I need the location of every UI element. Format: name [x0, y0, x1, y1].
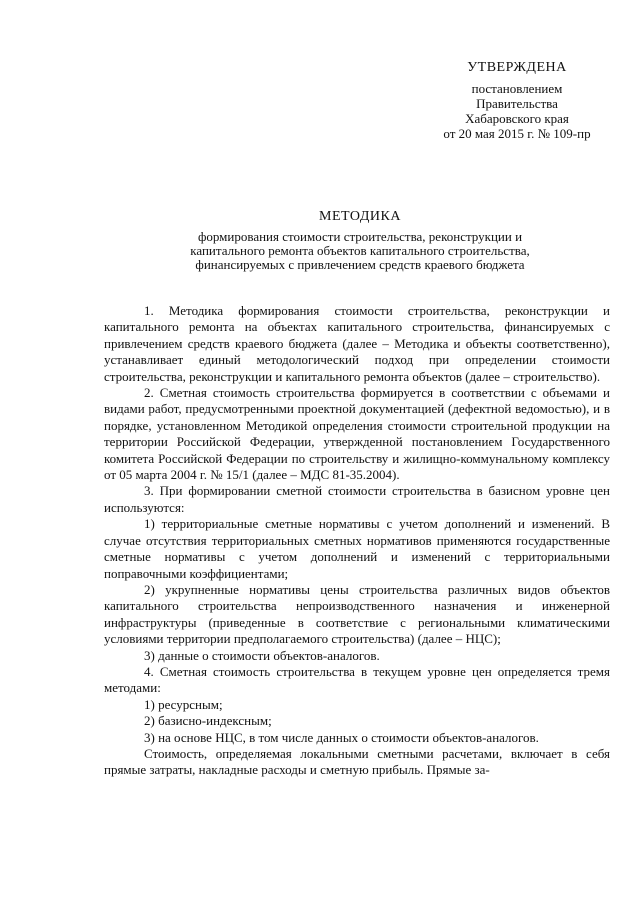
paragraph-2: 2. Сметная стоимость строительства формируется в соответствии с объемами и видами работ, предусмотренными проектной документацией (дефектной ведомостью), и в порядке, установленном Методикой определения стоимости строительной продукции на территории Российской Федерации, утвержденной постановлением Государственного комитета Российской Федерации по строительству и жилищно-коммунальному комплексу от 05 марта 2004 г. № 15/1 (далее – МДС 81-35.2004). [104, 385, 610, 483]
document-subtitle-line: формирования стоимости строительства, реконструкции и [197, 229, 523, 244]
document-body [104, 303, 610, 779]
paragraph-3-item-2: 2) укрупненные нормативы цены строительства различных видов объектов капитального строительства непроизводственного назначения и инженерной инфраструктуры (приведенные в соответствие с региональными климатическими условиями территории предполагаемого строительства) (далее – НЦС); [104, 581, 610, 647]
paragraph-3: 3. При формировании сметной стоимости строительства в базисном уровне цен используются: [104, 483, 610, 515]
approval-line: Правительства [476, 96, 558, 111]
paragraph-4: 4. Сметная стоимость строительства в текущем уровне цен определяется тремя методами: [104, 663, 610, 696]
approval-line: постановлением [471, 81, 563, 96]
document-title-block [100, 209, 620, 272]
paragraph-1: 1. Методика формирования стоимости строительства, реконструкции и капитального ремонта на объектах капитального строительства, финансируемых с привлечением средств краевого бюджета (далее – Методика и объекты соответственно), устанавливает единый методологический подход при определении стоимости строительства, реконструкции и капитального ремонта объектов (далее – строительство). [104, 303, 610, 384]
paragraph-5: Стоимость, определяемая локальными сметными расчетами, включает в себя прямые затраты, накладные расходы и сметную прибыль. Прямые за- [104, 745, 610, 778]
paragraph-4-item-3: 3) на основе НЦС, в том числе данных о стоимости объектов-аналогов. [144, 729, 539, 745]
document-subtitle-line: финансируемых с привлечением средств краевого бюджета [195, 257, 525, 272]
paragraph-3-item-3: 3) данные о стоимости объектов-аналогов. [144, 647, 380, 663]
approval-line: Хабаровского края [465, 111, 569, 126]
paragraph-3-item-1: 1) территориальные сметные нормативы с учетом дополнений и изменений. В случае отсутствия территориальных сметных нормативов применяются государственные сметные нормативы с учетом дополнений и изменений с территориальными поправочными коэффициентами; [104, 516, 610, 581]
approval-stamp [412, 60, 622, 141]
paragraph-4-item-1: 1) ресурсным; [144, 696, 223, 712]
document-subtitle-line: капитального ремонта объектов капитального строительства, [190, 243, 530, 258]
approval-date-line: от 20 мая 2015 г. № 109-пр [443, 126, 591, 141]
paragraph-4-item-2: 2) базисно-индексным; [144, 713, 272, 729]
approval-heading: УТВЕРЖДЕНА [467, 60, 567, 75]
document-title: МЕТОДИКА [319, 209, 401, 224]
